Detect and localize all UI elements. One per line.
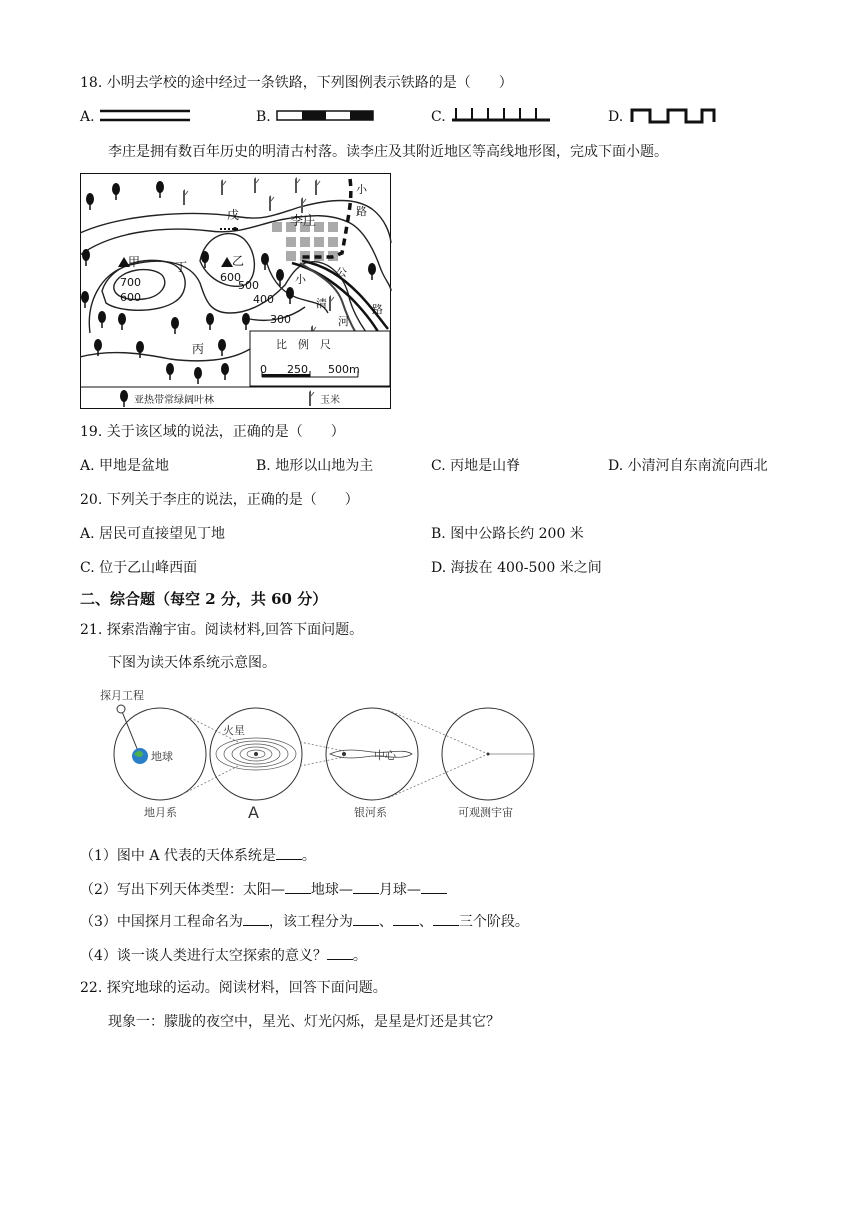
q19-option-b: B. 地形以山地为主 (256, 458, 374, 474)
contour-500: 500 (238, 279, 259, 292)
q21-part-4 (80, 945, 367, 966)
double-line-symbol (100, 108, 192, 124)
scale-tick-500: 500m (328, 363, 360, 376)
caption-milky-way: 银河系 (354, 806, 387, 819)
q21-part-2-text-a: （2）写出下列天体类型：太阳— (80, 882, 285, 898)
contour-600-west: 600 (120, 291, 141, 304)
square-wave-symbol (630, 106, 720, 126)
map-label-ding: 丁 (175, 260, 188, 274)
label-galactic-center: 中心 (374, 749, 396, 762)
scale-tick-250: 250 (287, 363, 308, 376)
q21-part-1 (80, 845, 316, 866)
contour-700: 700 (120, 276, 141, 289)
answer-blank[interactable] (285, 879, 311, 894)
scale-title: 比 例 尺 (276, 338, 331, 351)
q21-part-3-sep-2: 、 (418, 914, 433, 930)
lizhuang-intro: 李庄是拥有数百年历史的明清古村落。读李庄及其附近地区等高线地形图，完成下面小题。 (108, 144, 668, 160)
q21-part-3-sep-1: 、 (378, 914, 393, 930)
q20-option-c: C. 位于乙山峰西面 (80, 560, 198, 576)
label-mars: 火星 (223, 724, 245, 737)
q19-option-a: A. 甲地是盆地 (80, 458, 170, 474)
contour-300: 300 (270, 313, 291, 326)
legend-corn: 玉米 (320, 395, 340, 406)
map-label-jia: 甲 (128, 255, 141, 269)
answer-blank[interactable] (353, 911, 379, 926)
answer-blank[interactable] (433, 911, 459, 926)
contour-600-east: 600 (220, 271, 241, 284)
comb-line-symbol (452, 104, 552, 124)
q20-option-a: A. 居民可直接望见丁地 (80, 526, 226, 542)
map-label-highway-2: 路 (372, 303, 383, 316)
q19-option-c: C. 丙地是山脊 (431, 458, 521, 474)
q18-option-c-label: C. (431, 109, 446, 125)
question-22-stem: 22. 探究地球的运动。阅读材料，回答下面问题。 (80, 980, 387, 996)
question-19-stem: 19. 关于该区域的说法，正确的是（ ） (80, 424, 345, 440)
map-label-trail-1: 小 (356, 183, 367, 196)
map-label-river-2: 清 (316, 297, 327, 310)
map-label-bing: 丙 (192, 342, 205, 356)
q21-intro: 下图为读天体系统示意图。 (108, 655, 276, 671)
q18-option-a-label: A. (80, 109, 95, 125)
q21-part-3-text-e: 三个阶段。 (458, 914, 529, 930)
map-label-wu: 戊 (227, 208, 240, 222)
q21-part-1-text: （1）图中 A 代表的天体系统是 (80, 848, 276, 864)
q18-option-d-label: D. (608, 109, 624, 125)
q20-option-b: B. 图中公路长约 200 米 (431, 526, 584, 542)
label-earth: 地球 (151, 750, 173, 763)
q21-part-1-end: 。 (301, 848, 316, 864)
caption-earth-moon-system: 地月系 (144, 806, 177, 819)
legend-forest: 亚热带常绿阔叶林 (134, 395, 214, 406)
q18-option-b-label: B. (256, 109, 271, 125)
contour-400: 400 (253, 293, 274, 306)
contour-map (80, 173, 392, 410)
question-18-stem: 18. 小明去学校的途中经过一条铁路，下列图例表示铁路的是（ ） (80, 75, 513, 91)
answer-blank[interactable] (327, 945, 353, 960)
map-label-river-1: 小 (295, 273, 306, 286)
question-20-stem: 20. 下列关于李庄的说法，正确的是（ ） (80, 492, 359, 508)
q21-part-3 (80, 911, 529, 932)
caption-observable-universe: 可观测宇宙 (458, 806, 513, 819)
answer-blank[interactable] (421, 879, 447, 894)
q20-option-d: D. 海拔在 400-500 米之间 (431, 560, 602, 576)
q21-part-3-text-a: （3）中国探月工程命名为 (80, 914, 243, 930)
map-label-trail-2: 路 (356, 205, 367, 218)
question-21-stem: 21. 探索浩瀚宇宙。阅读材料,回答下面问题。 (80, 622, 364, 638)
section-2-heading: 二、综合题（每空 2 分，共 60 分） (80, 590, 328, 608)
map-label-river-3: 河 (338, 315, 349, 328)
answer-blank[interactable] (276, 845, 302, 860)
answer-blank[interactable] (393, 911, 419, 926)
label-lunar-exploration: 探月工程 (100, 689, 144, 702)
map-label-lizhuang: 李庄 (290, 214, 317, 229)
q21-part-4-text: （4）谈一谈人类进行太空探索的意义？ (80, 948, 327, 964)
q22-phenomenon-1: 现象一：朦胧的夜空中，星光、灯光闪烁，是星是灯还是其它？ (108, 1014, 500, 1030)
map-label-yi: 乙 (232, 254, 245, 268)
q21-part-2-text-c: 月球— (378, 882, 421, 898)
q21-part-4-end: 。 (352, 948, 367, 964)
q19-option-d: D. 小清河自东南流向西北 (608, 458, 768, 474)
q21-part-2 (80, 879, 447, 900)
answer-blank[interactable] (243, 911, 269, 926)
q21-part-3-text-b: ，该工程分为 (268, 914, 353, 930)
q21-part-2-text-b: 地球— (310, 882, 353, 898)
caption-a: A (248, 803, 259, 822)
celestial-systems-figure (88, 684, 548, 824)
scale-tick-0: 0 (260, 363, 267, 376)
map-label-highway-1: 公 (336, 266, 347, 279)
answer-blank[interactable] (353, 879, 379, 894)
railway-symbol (276, 110, 376, 122)
